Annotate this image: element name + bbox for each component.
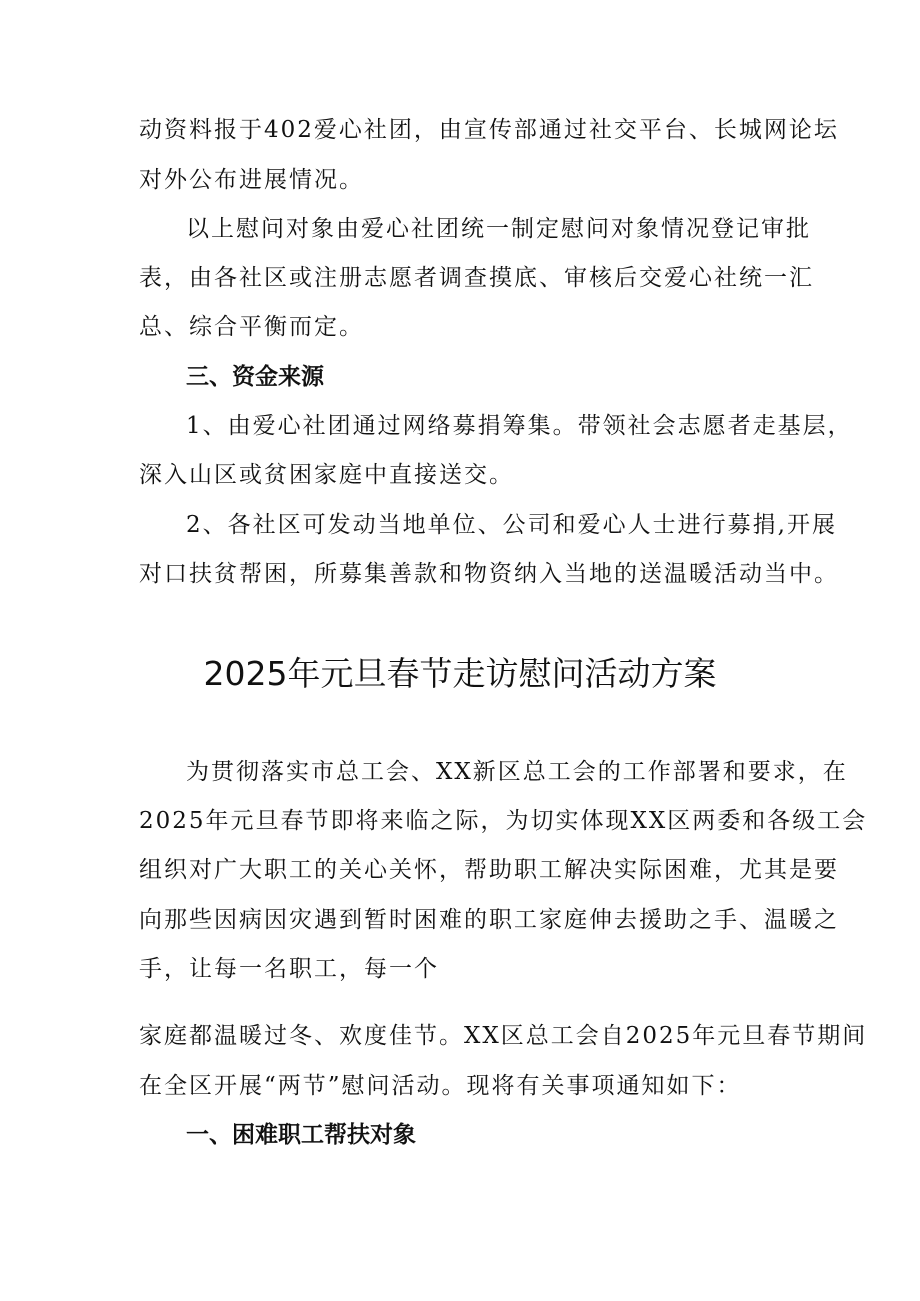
paragraph-line: 表，由各社区或注册志愿者调查摸底、审核后交爱心社统一汇 [139,265,814,291]
section-heading-funds: 三、资金来源 [186,364,324,390]
paragraph-line: 为贯彻落实市总工会、XX新区总工会的工作部署和要求，在 [186,759,848,785]
paragraph-line: 2025年元旦春节即将来临之际，为切实体现XX区两委和各级工会 [139,808,868,834]
paragraph-line: 在全区开展“两节”慰问活动。现将有关事项通知如下： [139,1073,742,1099]
paragraph-line: 对外公布进展情况。 [139,167,364,193]
paragraph-line: 深入山区或贫困家庭中直接送交。 [139,462,514,488]
section-heading-targets: 一、困难职工帮扶对象 [186,1122,416,1148]
paragraph-line: 1、由爱心社团通过网络募捐筹集。带领社会志愿者走基层， [186,413,853,439]
paragraph-line: 组织对广大职工的关心关怀，帮助职工解决实际困难，尤其是要 [139,857,839,883]
paragraph-line: 家庭都温暖过冬、欢度佳节。XX区总工会自2025年元旦春节期间 [139,1023,868,1049]
paragraph-line: 2、各社区可发动当地单位、公司和爱心人士进行募捐,开展 [186,512,837,538]
paragraph-line: 以上慰问对象由爱心社团统一制定慰问对象情况登记审批 [186,216,811,242]
paragraph-line: 手，让每一名职工，每一个 [139,956,439,982]
document-title: 2025年元旦春节走访慰问活动方案 [203,654,717,693]
paragraph-line: 向那些因病因灾遇到暂时困难的职工家庭伸去援助之手、温暖之 [139,907,839,933]
paragraph-line: 动资料报于402爱心社团，由宣传部通过社交平台、长城网论坛 [139,117,839,143]
paragraph-line: 总、综合平衡而定。 [139,314,364,340]
paragraph-line: 对口扶贫帮困，所募集善款和物资纳入当地的送温暖活动当中。 [139,561,839,587]
